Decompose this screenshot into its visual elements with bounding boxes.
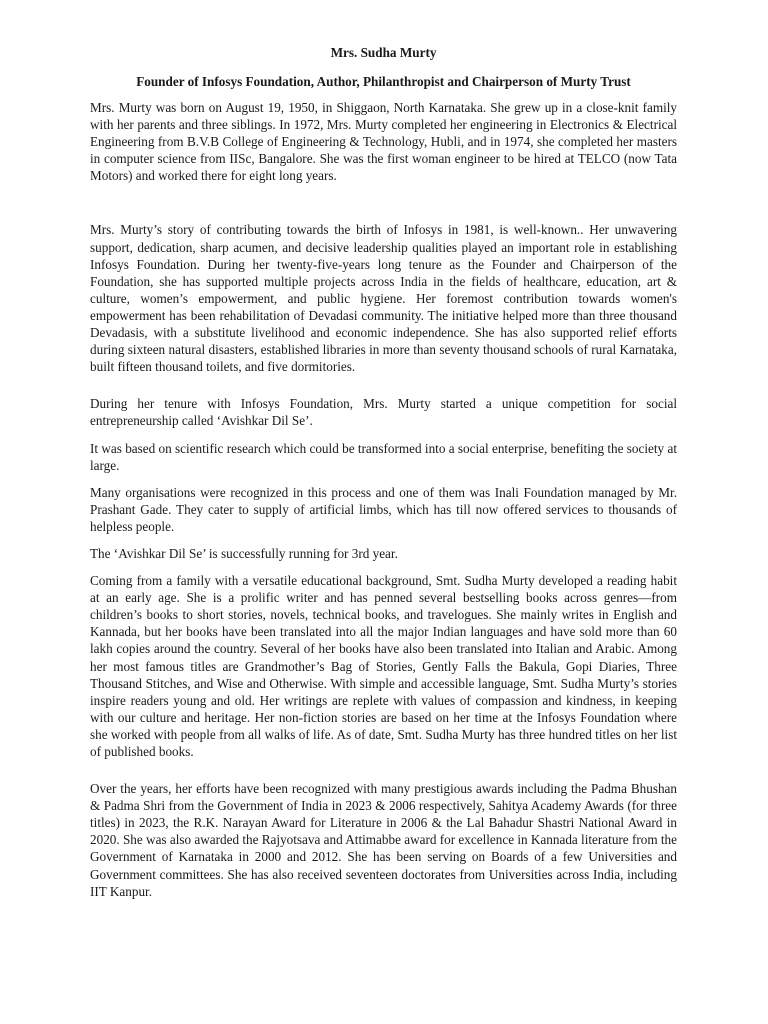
paragraph-awards: Over the years, her efforts have been recognized with many prestigious awards including the Padma Bhushan & Padma Shri from the Government of India in 2023 & 2006 respectively, Sahitya Academy Awards (for three titles) in 2023, the R.K. Narayan Award for Literature in 2006 & the Lal Bahadur Shastri National Award in 2020. She was also awarded the Rajyotsava and Attimabbe award for excellence in Kannada literature from the Government of Karnataka in 2000 and 2012. She has been serving on Boards of a few Universities and Government committees. She has also received seventeen doctorates from Universities across India, including IIT Kanpur. [90, 781, 677, 899]
paragraph-early-life: Mrs. Murty was born on August 19, 1950, in Shiggaon, North Karnataka. She grew up in a close-knit family with her parents and three siblings. In 1972, Mrs. Murty completed her engineering in Electronics & Electrical Engineering from B.V.B College of Engineering & Technology, Hubli, and in 1974, she completed her masters in computer science from IISc, Bangalore. She was the first woman engineer to be hired at TELCO (now Tata Motors) and worked there for eight long years. [90, 100, 677, 184]
paragraph-avishkar-running: The ‘Avishkar Dil Se’ is successfully running for 3rd year. [90, 545, 398, 561]
paragraph-writing-career: Coming from a family with a versatile educational background, Smt. Sudha Murty developed a reading habit at an early age. She is a prolific writer and has penned several bestselling books across genres—from children’s books to short stories, novels, technical books, and travelogues. She mainly writes in English and Kannada, but her books have been translated into all the major Indian languages and have sold more than 60 lakh copies around the country. Several of her books have also been translated into Italian and Arabic. Among her most famous titles are Grandmother’s Bag of Stories, Gently Falls the Bakula, Gopi Diaries, Three Thousand Stitches, and Wise and Otherwise. With simple and accessible language, Smt. Sudha Murty’s stories inspire readers young and old. Her writings are replete with values of compassion and kindness, in keeping with our culture and heritage. Her non-fiction stories are based on her time at the Infosys Foundation where she worked with people from all walks of life. As of date, Smt. Sudha Murty has three hundred titles on her list of published books. [90, 573, 677, 759]
paragraph-avishkar-intro: During her tenure with Infosys Foundation, Mrs. Murty started a unique competition for social entrepreneurship called ‘Avishkar Dil Se’. [90, 396, 677, 429]
document-subtitle: Founder of Infosys Foundation, Author, Philanthropist and Chairperson of Murty Trust [136, 74, 631, 89]
document-page [90, 44, 677, 900]
document-title: Mrs. Sudha Murty [330, 45, 437, 60]
paragraph-infosys-foundation: Mrs. Murty’s story of contributing towards the birth of Infosys in 1981, is well-known.. Her unwavering support, dedication, sharp acumen, and decisive leadership qualities played an important role in establishing Infosys Foundation. During her twenty-five-years long tenure as the Founder and Chairperson of the Foundation, she has supported multiple projects across India in the fields of healthcare, education, art & culture, women’s empowerment, and public hygiene. Her foremost contribution towards women's empowerment has been rehabilitation of Devadasi community. The initiative helped more than three thousand Devadasis, with a substitute livelihood and economic independence. She has also supported relief efforts during sixteen natural disasters, established libraries in more than seventy thousand schools of rural Karnataka, built fifteen thousand toilets, and five dormitories. [90, 222, 677, 375]
paragraph-inali-foundation: Many organisations were recognized in this process and one of them was Inali Foundation managed by Mr. Prashant Gade. They cater to supply of artificial limbs, which has till now offered services to thousands of helpless people. [90, 484, 677, 534]
paragraph-scientific-research: It was based on scientific research which could be transformed into a social enterprise, benefiting the society at large. [90, 440, 677, 473]
